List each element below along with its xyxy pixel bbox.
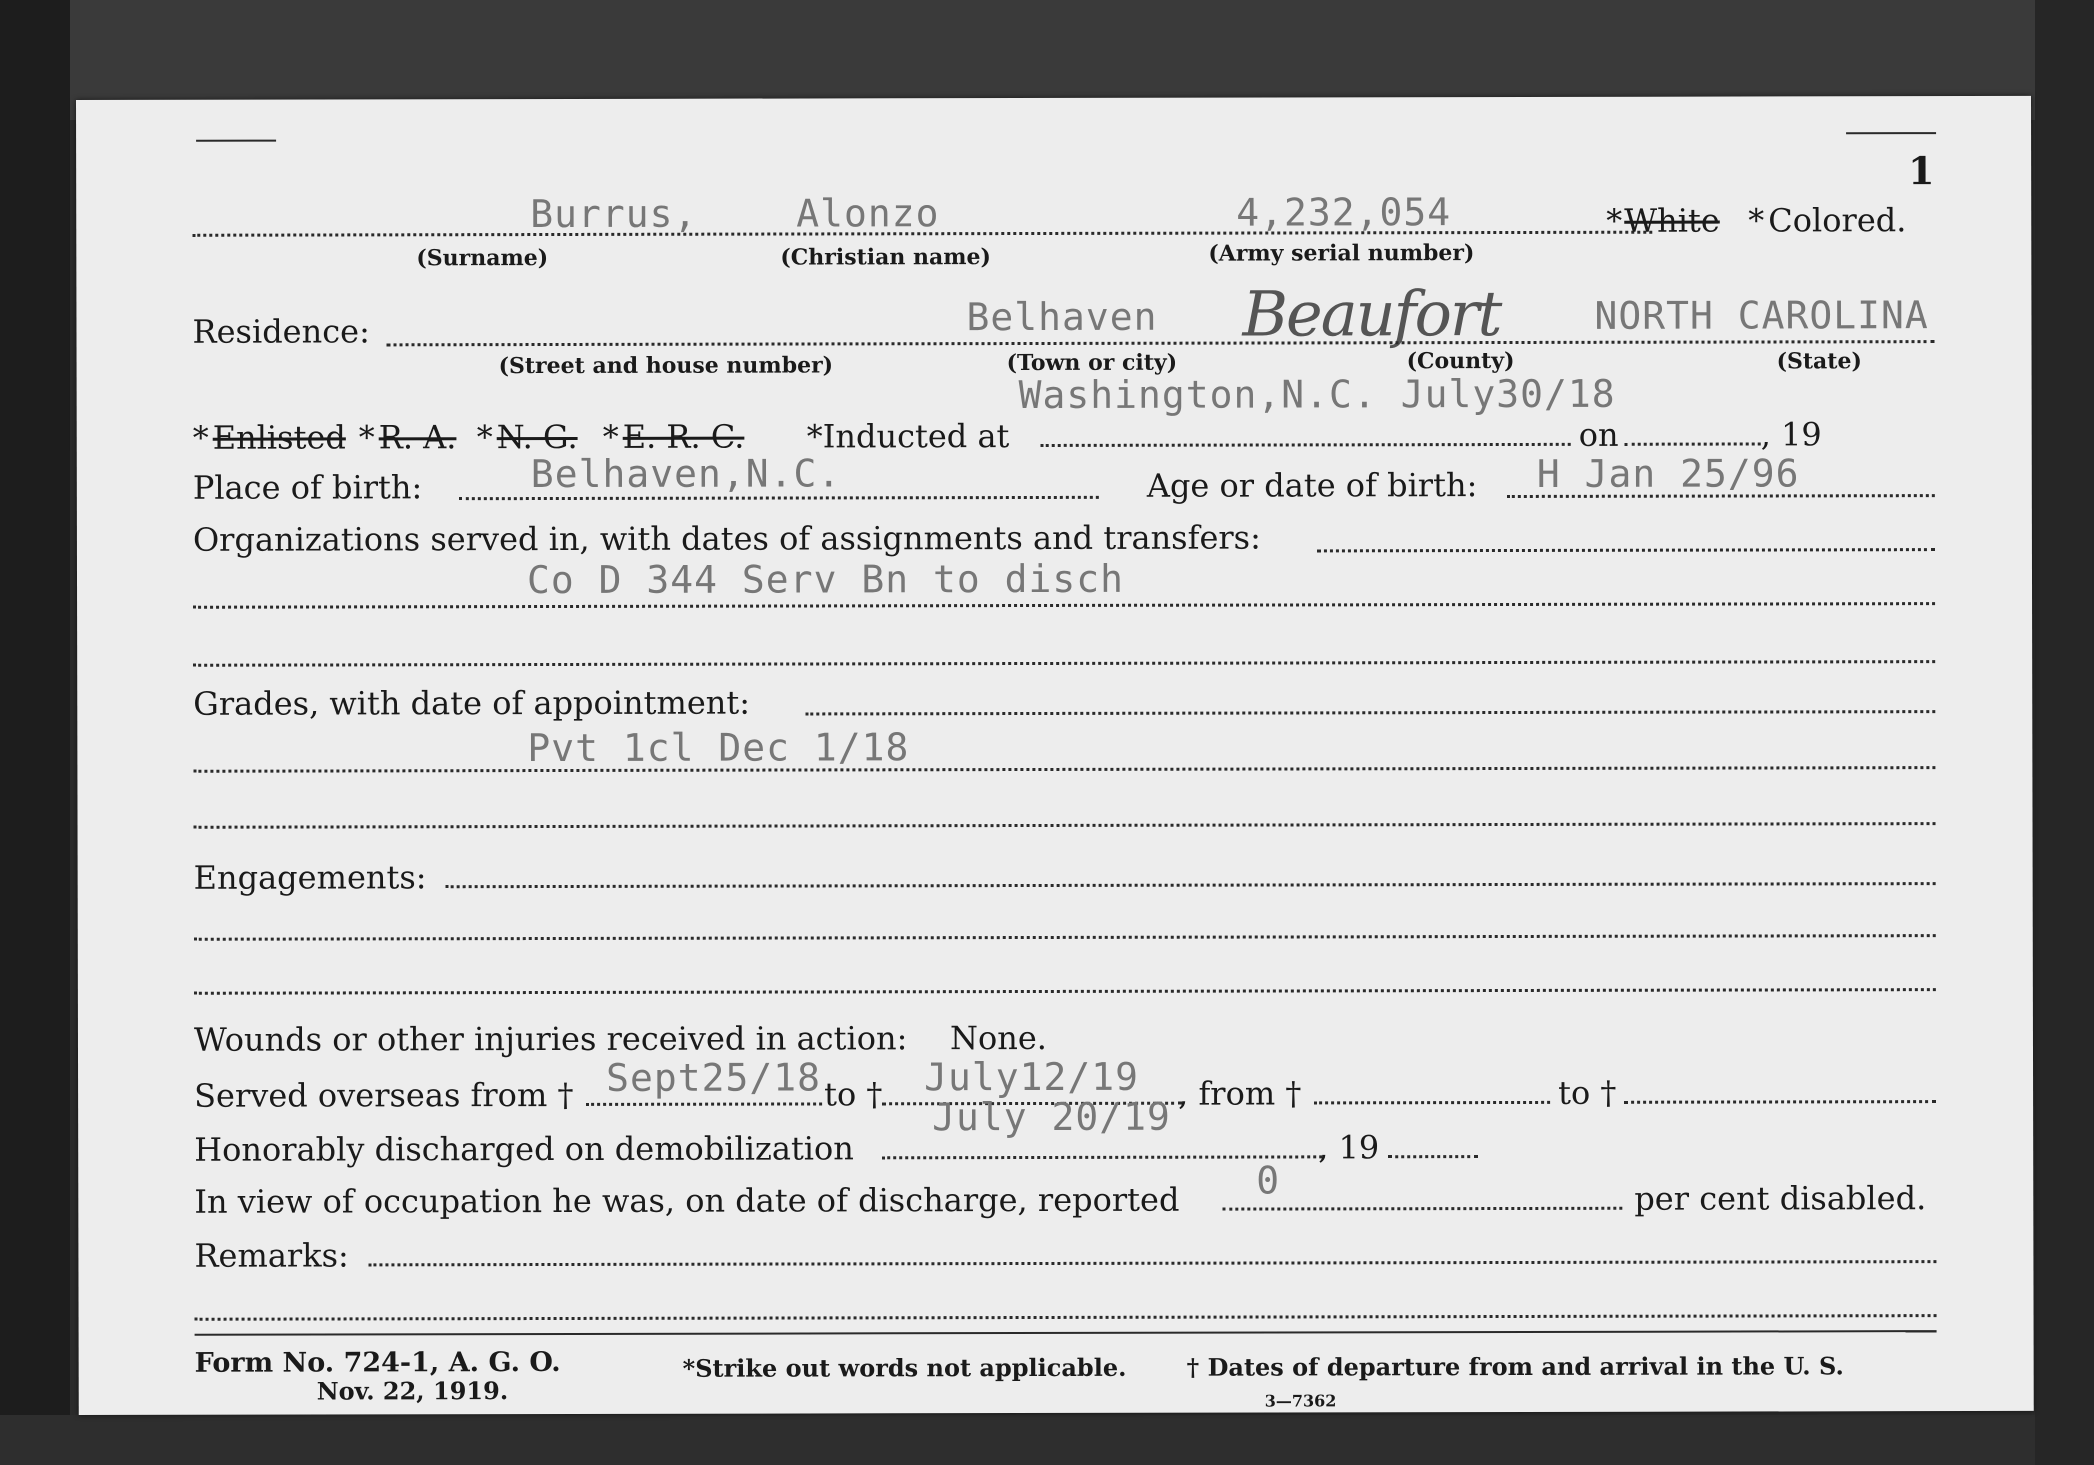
form-date: Nov. 22, 1919. <box>316 1376 509 1406</box>
disability-value: 0 <box>1256 1158 1281 1203</box>
christian-name-value: Alonzo <box>796 191 940 236</box>
label-to-2: to † <box>1558 1073 1617 1112</box>
overseas-from-line <box>586 1102 822 1105</box>
wounds-value: None. <box>949 1018 1047 1058</box>
ng-option: N. G. <box>496 417 578 457</box>
label-in-view-of-occupation: In view of occupation he was, on date of discharge, reported <box>194 1180 1180 1221</box>
grades-value: Pvt 1cl Dec 1/18 <box>527 725 910 771</box>
top-right-rule <box>1846 132 1936 134</box>
overseas-from-value: Sept25/18 <box>606 1055 822 1100</box>
induction-place-date: Washington,N.C. July30/18 <box>1018 371 1616 418</box>
organizations-line-0 <box>1317 548 1935 552</box>
disability-line <box>1222 1207 1622 1211</box>
county-handwritten: Beaufort <box>1242 277 1501 351</box>
enlist-star-4: * <box>602 417 619 456</box>
discharge-date-value: July 20/19 <box>932 1094 1171 1140</box>
label-honorably-discharged: Honorably discharged on demobilization <box>194 1129 854 1169</box>
label-served-overseas: Served overseas from † <box>194 1075 574 1115</box>
enlist-star-3: * <box>476 418 493 457</box>
card-number: 1 <box>1908 148 1935 194</box>
grades-line-1 <box>193 766 1935 773</box>
label-engagements: Engagements: <box>193 858 427 897</box>
label-per-cent-disabled: per cent disabled. <box>1634 1179 1927 1218</box>
label-19-discharge: , 19 <box>1318 1128 1380 1167</box>
inducted-label: *Inducted at <box>806 417 1010 456</box>
label-organizations: Organizations served in, with dates of assignments and transfers: <box>192 518 1261 559</box>
organizations-line-2 <box>193 660 1935 667</box>
label-to-1: to † <box>824 1075 883 1114</box>
birth-date-line <box>1507 494 1935 498</box>
label-surname: (Surname) <box>416 245 549 272</box>
label-remarks: Remarks: <box>194 1236 349 1275</box>
to-2-line <box>1624 1100 1936 1104</box>
grades-line-0 <box>805 710 1935 715</box>
overseas-to-value: July12/19 <box>924 1054 1140 1100</box>
place-of-birth-value: Belhaven,N.C. <box>530 451 842 497</box>
ra-option: R. A. <box>378 418 457 457</box>
name-line <box>192 231 1652 237</box>
scan-background-bottom <box>0 1415 2094 1465</box>
label-christian-name: (Christian name) <box>780 244 991 271</box>
place-of-birth-line <box>459 496 1099 500</box>
print-code: 3—7362 <box>1264 1391 1337 1411</box>
grades-line-2 <box>194 822 1936 829</box>
remarks-line-0 <box>368 1260 1936 1266</box>
inducted-line <box>1041 443 1571 447</box>
discharge-year-line <box>1388 1155 1478 1158</box>
enlist-star-1: * <box>192 418 209 457</box>
birth-date-value: H Jan 25/96 <box>1536 451 1800 496</box>
label-wounds: Wounds or other injuries received in action: <box>193 1019 908 1059</box>
organizations-line-1 <box>193 602 1935 609</box>
footer-rule <box>195 1330 1937 1336</box>
label-residence: Residence: <box>192 312 370 351</box>
town-value: Belhaven <box>966 294 1158 340</box>
service-record-card <box>76 96 2034 1415</box>
enlist-star-2: * <box>358 418 375 457</box>
engagements-line-1 <box>194 934 1936 941</box>
note-strike-out: *Strike out words not applicable. <box>682 1352 1127 1383</box>
surname-value: Burrus, <box>530 191 698 237</box>
label-town: (Town or city) <box>1006 349 1178 377</box>
scan-background-right <box>2035 0 2094 1465</box>
enlisted-option: Enlisted <box>212 418 346 457</box>
label-19-inducted: , 19 <box>1760 415 1822 454</box>
race-star-colored: * <box>1748 201 1765 240</box>
label-street: (Street and house number) <box>498 352 834 380</box>
race-star-white: * <box>1606 201 1623 240</box>
label-state: (State) <box>1776 348 1862 375</box>
note-dates-of-departure: † Dates of departure from and arrival in the U. S. <box>1186 1351 1844 1382</box>
label-grades: Grades, with date of appointment: <box>193 683 751 723</box>
residence-line <box>387 340 1935 346</box>
state-value: NORTH CAROLINA <box>1594 293 1929 338</box>
label-from-2: , from † <box>1178 1074 1302 1113</box>
engagements-line-0 <box>446 882 1936 888</box>
race-white: White <box>1624 201 1720 240</box>
label-place-of-birth: Place of birth: <box>192 468 423 507</box>
label-on: on <box>1578 415 1619 454</box>
serial-number-value: 4,232,054 <box>1236 190 1452 235</box>
from-2-line <box>1314 1101 1550 1104</box>
top-left-rule <box>196 140 276 142</box>
race-colored: Colored. <box>1768 201 1907 240</box>
on-line <box>1625 442 1761 445</box>
remarks-line-1 <box>195 1314 1937 1321</box>
form-number: Form No. 724-1, A. G. O. <box>194 1346 561 1379</box>
engagements-line-2 <box>194 988 1936 995</box>
label-serial-number: (Army serial number) <box>1208 240 1475 267</box>
organizations-value: Co D 344 Serv Bn to disch <box>526 556 1125 603</box>
label-age-or-birth: Age or date of birth: <box>1146 466 1478 505</box>
scan-background-left <box>0 0 70 1465</box>
erc-option: E. R. C. <box>622 417 745 456</box>
label-county: (County) <box>1406 347 1515 375</box>
